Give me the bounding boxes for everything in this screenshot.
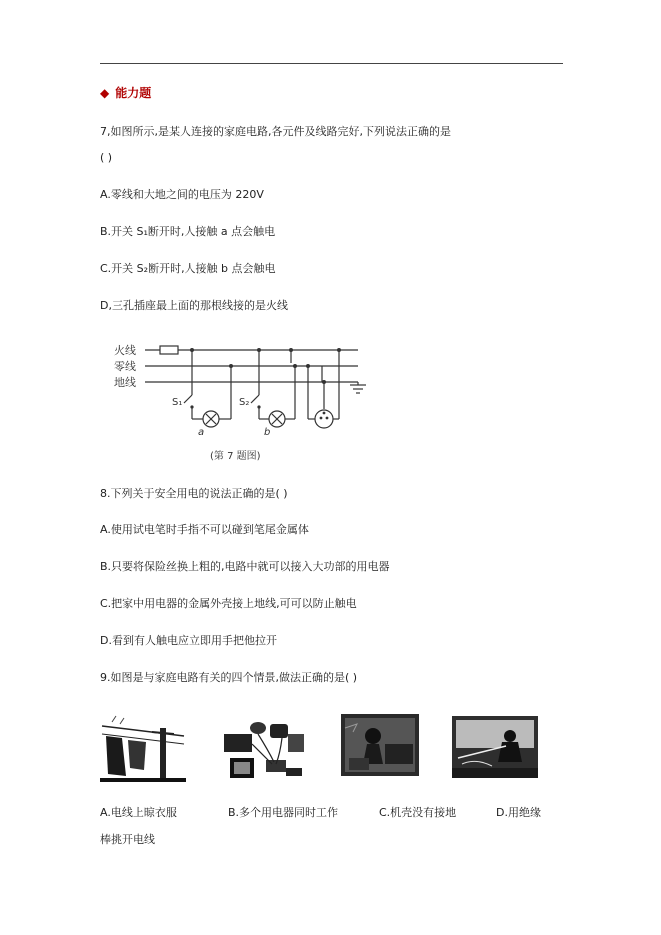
- q9-option-b: B.多个用电器同时工作: [228, 806, 339, 819]
- q8-stem: 8.下列关于安全用电的说法正确的是( ): [100, 487, 288, 500]
- q8-option-a: A.使用试电笔时手指不可以碰到笔尾金属体: [100, 523, 309, 536]
- figure-caption: (第 7 题图): [210, 451, 261, 462]
- ground-wire-label: 地线: [114, 376, 136, 389]
- q7-option-b: B.开关 S₁断开时,人接触 a 点会触电: [100, 225, 276, 238]
- q9-stem: 9.如图是与家庭电路有关的四个情景,做法正确的是( ): [100, 671, 358, 684]
- q9-option-d: D.用绝缘: [496, 806, 541, 819]
- q8-option-c: C.把家中用电器的金属外壳接上地线,可可以防止触电: [100, 597, 357, 610]
- q9-option-a: A.电线上晾衣服: [100, 806, 177, 819]
- q8-option-b: B.只要将保险丝换上粗的,电路中就可以接入大功部的用电器: [100, 560, 390, 573]
- section-title: 能力题: [115, 86, 152, 100]
- point-b-label: b: [264, 427, 271, 438]
- q8-option-d: D.看到有人触电应立即用手把他拉开: [100, 634, 277, 647]
- neutral-wire-label: 零线: [114, 360, 136, 373]
- overloaded-outlet-image: [222, 714, 308, 782]
- q7-option-d: D,三孔插座最上面的那根线接的是火线: [100, 299, 288, 312]
- section-heading: [100, 84, 151, 101]
- insulated-rod-image: [452, 714, 538, 782]
- q7-option-a: A.零线和大地之间的电压为 220V: [100, 188, 264, 201]
- ungrounded-machine-image: [337, 714, 423, 782]
- header-rule: [100, 63, 563, 64]
- clothes-on-wire-image: [100, 714, 186, 782]
- diamond-icon: ◆: [100, 86, 110, 100]
- point-a-label: a: [198, 427, 205, 438]
- q9-option-c: C.机壳没有接地: [379, 806, 457, 819]
- q7-option-c: C.开关 S₂断开时,人接触 b 点会触电: [100, 262, 276, 275]
- switch-s2-label: S₂: [239, 397, 250, 408]
- q9-option-d-continuation: 棒挑开电线: [100, 833, 155, 846]
- switch-s1-label: S₁: [172, 397, 183, 408]
- live-wire-label: 火线: [114, 344, 136, 357]
- circuit-diagram: [100, 333, 380, 468]
- q7-answer-paren: ( ): [100, 151, 113, 164]
- q7-stem: 7,如图所示,是某人连接的家庭电路,各元件及线路完好,下列说法正确的是: [100, 125, 451, 138]
